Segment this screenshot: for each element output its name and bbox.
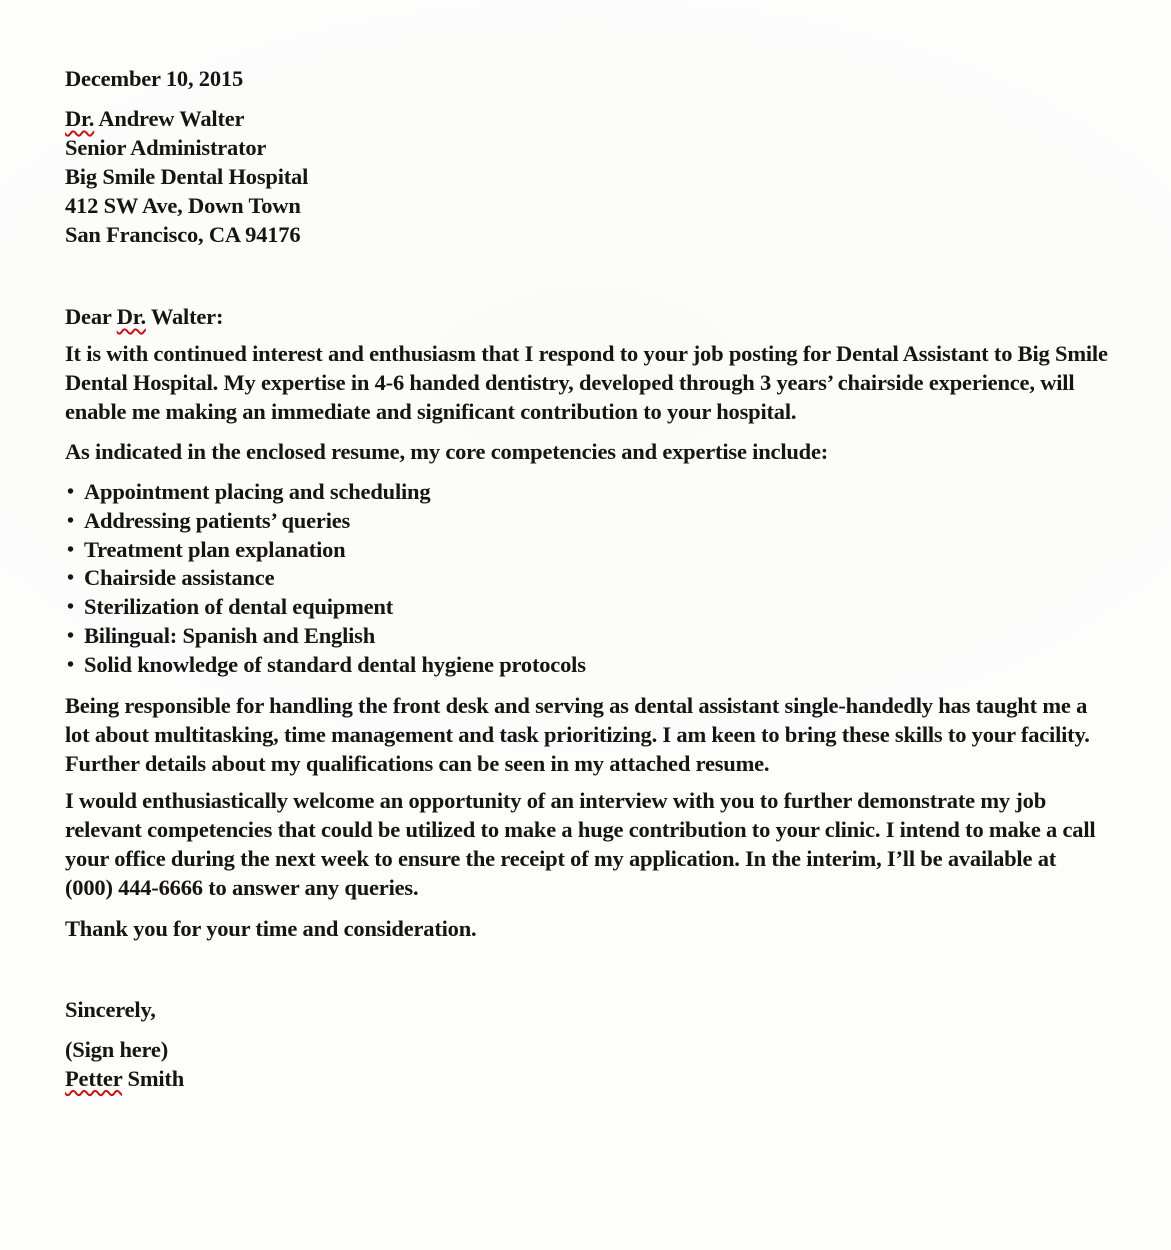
- signoff-sincerely: Sincerely,: [65, 996, 156, 1022]
- recipient-city-state-zip: San Francisco, CA 94176: [65, 222, 301, 247]
- recipient-name-rest: Andrew Walter: [94, 106, 245, 131]
- list-intro: As indicated in the enclosed resume, my core competencies and expertise include:: [65, 439, 829, 464]
- list-item: • Appointment placing and scheduling: [65, 478, 1109, 507]
- body-paragraph-1: It is with continued interest and enthusiasm that I respond to your job posting for Dental Assistant to Big Smile Dental Hospital. My expertise in 4-6 handed dentistry, developed through 3 years’ chairside experience, will enable me making an immediate and significant contribution to your hospital.: [65, 341, 1108, 424]
- spellcheck-petter: Petter: [65, 1065, 123, 1091]
- spellcheck-dr-recipient: Dr.: [65, 106, 95, 131]
- signoff-name-rest: Smith: [122, 1065, 185, 1091]
- competency-list: [65, 478, 1109, 680]
- spellcheck-dr-salutation: Dr.: [116, 304, 146, 329]
- recipient-organization: Big Smile Dental Hospital: [65, 164, 309, 189]
- salutation: [65, 302, 1109, 331]
- list-item: • Treatment plan explanation: [65, 536, 1109, 565]
- list-item: • Bilingual: Spanish and English: [65, 622, 1109, 651]
- signoff-sign-here: (Sign here): [65, 1036, 169, 1062]
- body-paragraph-2: Being responsible for handling the front desk and serving as dental assistant single-handedly has taught me a lot about multitasking, time management and task prioritizing. I am keen to bring these skills to your facility. Further details about my qualifications can be seen in my attached resume.: [65, 692, 1090, 776]
- signoff-name: [65, 1064, 1109, 1093]
- list-item: • Solid knowledge of standard dental hygiene protocols: [65, 651, 1109, 680]
- body-paragraph-3: I would enthusiastically welcome an opportunity of an interview with you to further demonstrate my job relevant competencies that could be utilized to make a huge contribution to your clinic. I intend to make a call your office during the next week to ensure the receipt of my application. In the interim, I’ll be available at (000) 444-6666 to answer any queries.: [65, 787, 1096, 900]
- letter-date: December 10, 2015: [65, 66, 244, 91]
- list-item: • Chairside assistance: [65, 564, 1109, 593]
- recipient-address-block: [65, 104, 1109, 249]
- recipient-title: Senior Administrator: [65, 135, 267, 160]
- list-item: • Sterilization of dental equipment: [65, 593, 1109, 622]
- thanks-line: Thank you for your time and consideration.: [65, 915, 477, 941]
- recipient-name-line: [65, 104, 1109, 133]
- salutation-prefix: Dear: [65, 304, 117, 329]
- salutation-suffix: Walter:: [145, 304, 224, 329]
- list-item: • Addressing patients’ queries: [65, 507, 1109, 536]
- letter-content: [65, 64, 1109, 1093]
- recipient-street: 412 SW Ave, Down Town: [65, 193, 301, 218]
